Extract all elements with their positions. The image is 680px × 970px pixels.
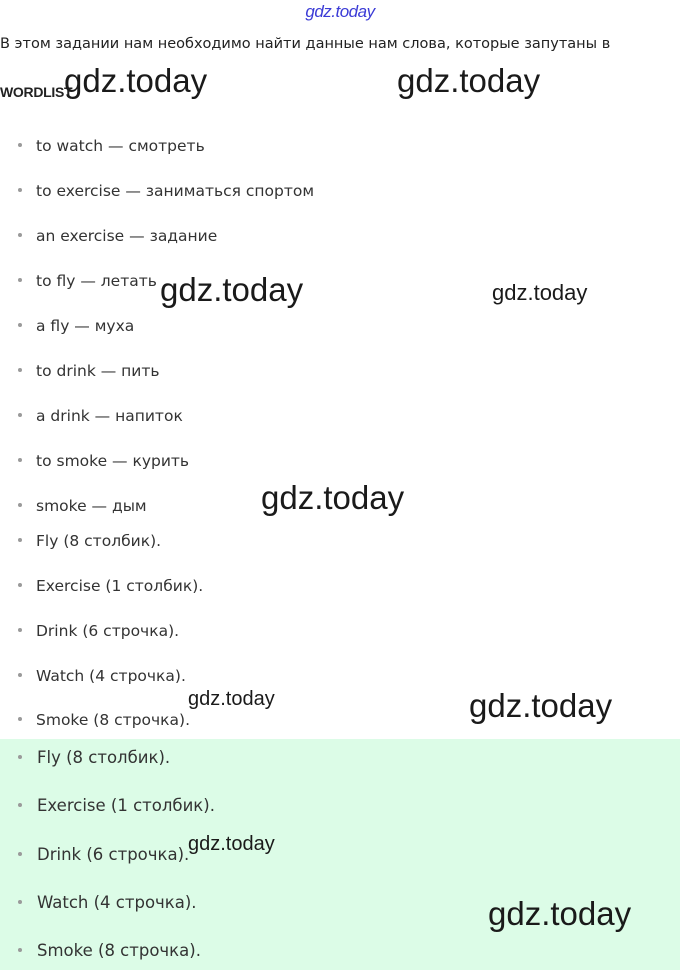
answer-highlight-box (0, 739, 680, 970)
watermark: gdz.today (469, 687, 613, 724)
answer-item: Fly (8 столбик). (0, 532, 161, 550)
answer-item: Exercise (1 столбик). (0, 577, 203, 595)
list-item: to watch — смотреть (0, 137, 205, 155)
bullet-icon (18, 143, 22, 147)
watermark: gdz.today (160, 271, 304, 308)
list-item: a fly — муха (0, 317, 134, 335)
highlighted-answer-item: Watch (4 строчка). (0, 893, 197, 912)
watermark: gdz.today (397, 62, 541, 99)
bullet-icon (18, 368, 22, 372)
bullet-icon (18, 233, 22, 237)
bullet-icon (18, 673, 22, 677)
bullet-icon (18, 278, 22, 282)
watermark: gdz.today (488, 895, 632, 932)
bullet-icon (18, 323, 22, 327)
highlighted-answer-item: Drink (6 строчка). (0, 845, 189, 864)
list-item: smoke — дым (0, 497, 147, 515)
bullet-icon (18, 503, 22, 507)
bullet-icon (18, 803, 22, 807)
intro-text: В этом задании нам необходимо найти данные нам слова, которые запутаны в (0, 36, 611, 52)
list-item: to smoke — курить (0, 452, 189, 470)
answer-item: Smoke (8 строчка). (0, 711, 190, 729)
bullet-icon (18, 628, 22, 632)
watermark: gdz.today (188, 688, 275, 710)
wordlist-heading: WORDLIST (0, 84, 73, 100)
list-item: an exercise — задание (0, 227, 217, 245)
bullet-icon (18, 948, 22, 952)
bullet-icon (18, 583, 22, 587)
bullet-icon (18, 538, 22, 542)
answer-item: Watch (4 строчка). (0, 667, 186, 685)
highlighted-answer-item: Smoke (8 строчка). (0, 941, 201, 960)
highlighted-answer-item: Fly (8 столбик). (0, 748, 170, 767)
site-link[interactable]: gdz.today (305, 2, 375, 21)
list-item: a drink — напиток (0, 407, 183, 425)
highlighted-answer-item: Exercise (1 столбик). (0, 796, 215, 815)
bullet-icon (18, 717, 22, 721)
watermark: gdz.today (261, 479, 405, 516)
bullet-icon (18, 852, 22, 856)
bullet-icon (18, 458, 22, 462)
answer-item: Drink (6 строчка). (0, 622, 179, 640)
bullet-icon (18, 188, 22, 192)
watermark: gdz.today (492, 280, 588, 305)
list-item: to exercise — заниматься спортом (0, 182, 314, 200)
watermark: gdz.today (188, 833, 275, 855)
bullet-icon (18, 900, 22, 904)
bullet-icon (18, 755, 22, 759)
bullet-icon (18, 413, 22, 417)
watermark: gdz.today (64, 62, 208, 99)
list-item: to fly — летать (0, 272, 157, 290)
list-item: to drink — пить (0, 362, 160, 380)
